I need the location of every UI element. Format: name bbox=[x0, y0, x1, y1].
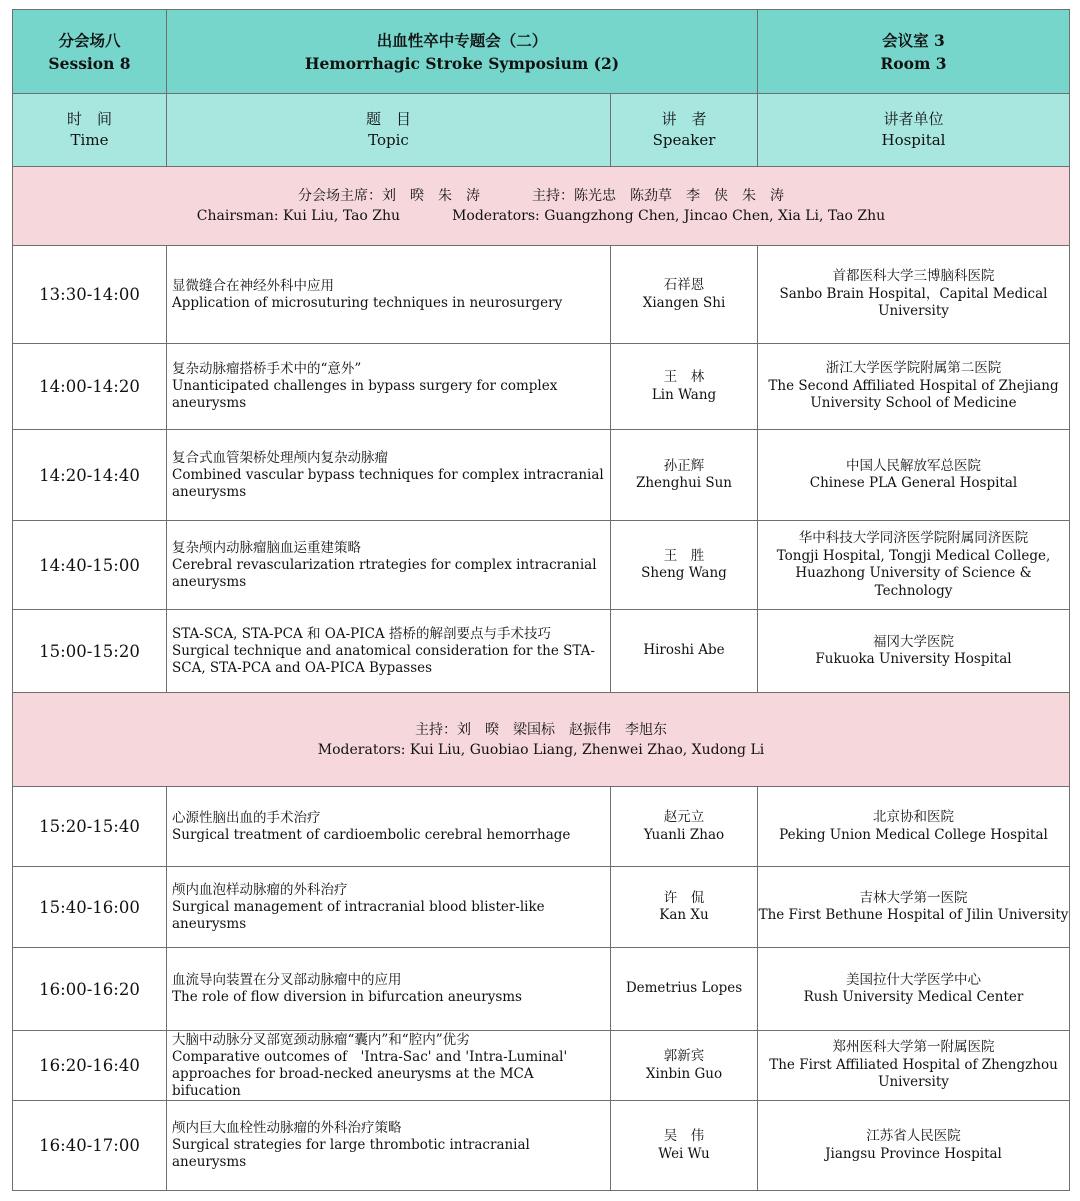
speaker-zh: 孙正辉 bbox=[663, 457, 705, 474]
hospital-zh: 美国拉什大学医学中心 bbox=[846, 971, 981, 988]
hospital-en: Rush University Medical Center bbox=[803, 989, 1024, 1005]
chair-line-zh bbox=[13, 720, 1069, 740]
schedule-row bbox=[13, 430, 1070, 521]
column-header-en: Hospital bbox=[881, 131, 946, 149]
topic-zh: 复合式血管架桥处理颅内复杂动脉瘤 bbox=[172, 449, 388, 466]
time-cell: 13:30-14:00 bbox=[13, 246, 167, 344]
speaker-en: Demetrius Lopes bbox=[625, 980, 743, 997]
column-header-zh: 时 间 bbox=[66, 110, 112, 128]
speaker-en: Yuanli Zhao bbox=[643, 826, 725, 843]
column-header-en: Time bbox=[70, 131, 109, 149]
chair-row bbox=[13, 167, 1070, 246]
session-label-zh: 分会场八 bbox=[58, 30, 121, 50]
speaker-zh: 王 胜 bbox=[663, 547, 705, 564]
schedule-row bbox=[13, 246, 1070, 344]
moderators-en: Moderators: Kui Liu, Guobiao Liang, Zhenwei Zhao, Xudong Li bbox=[317, 741, 765, 758]
time-cell: 15:40-16:00 bbox=[13, 867, 167, 948]
speaker-zh: 吴 伟 bbox=[663, 1128, 705, 1144]
moderators-zh: 主持：陈光忠 陈劲草 李 侠 朱 涛 bbox=[532, 188, 784, 204]
schedule-row bbox=[13, 787, 1070, 867]
speaker-en: Hiroshi Abe bbox=[643, 642, 725, 659]
speaker-zh: 王 林 bbox=[663, 369, 705, 385]
topic-zh: 心源性脑出血的手术治疗 bbox=[172, 809, 321, 826]
topic-en: Application of microsuturing techniques in neurosurgery bbox=[172, 294, 563, 311]
speaker-zh: 郭新宾 bbox=[663, 1048, 705, 1064]
chair-line-en bbox=[13, 740, 1069, 760]
time-cell: 14:40-15:00 bbox=[13, 521, 167, 610]
schedule-table bbox=[12, 9, 1070, 1191]
topic-cell bbox=[167, 430, 611, 521]
hospital-cell bbox=[758, 610, 1070, 693]
hospital-cell bbox=[758, 867, 1070, 948]
schedule-row bbox=[13, 1031, 1070, 1101]
topic-zh: 复杂动脉瘤搭桥手术中的“意外” bbox=[172, 361, 362, 377]
column-header-hospital bbox=[758, 94, 1070, 167]
hospital-zh: 福冈大学医院 bbox=[873, 633, 954, 650]
speaker-zh: 许 侃 bbox=[663, 889, 705, 906]
topic-en: Surgical treatment of cardioembolic cerebral hemorrhage bbox=[172, 826, 571, 843]
speaker-en: Xiangen Shi bbox=[642, 294, 726, 311]
speaker-cell bbox=[611, 521, 758, 610]
topic-cell bbox=[167, 1101, 611, 1191]
hospital-cell bbox=[758, 948, 1070, 1031]
speaker-cell bbox=[611, 430, 758, 521]
topic-zh: STA-SCA, STA-PCA 和 OA-PICA 搭桥的解剖要点与手术技巧 bbox=[172, 625, 551, 642]
topic-en: Surgical management of intracranial blood blister-like aneurysms bbox=[172, 898, 545, 932]
hospital-zh: 郑州医科大学第一附属医院 bbox=[832, 1039, 995, 1056]
hospital-cell bbox=[758, 344, 1070, 430]
hospital-zh: 江苏省人民医院 bbox=[866, 1128, 961, 1144]
hospital-en: Peking Union Medical College Hospital bbox=[779, 826, 1048, 843]
hospital-cell bbox=[758, 787, 1070, 867]
speaker-cell bbox=[611, 344, 758, 430]
symposium-title-en: Hemorrhagic Stroke Symposium (2) bbox=[304, 53, 620, 73]
speaker-cell bbox=[611, 610, 758, 693]
hospital-en: The First Affiliated Hospital of Zhengzhou University bbox=[769, 1056, 1058, 1091]
speaker-cell bbox=[611, 1031, 758, 1101]
chair-cell bbox=[13, 693, 1070, 787]
session-cell bbox=[13, 10, 167, 94]
topic-cell bbox=[167, 344, 611, 430]
topic-cell bbox=[167, 610, 611, 693]
speaker-cell bbox=[611, 1101, 758, 1191]
session-label-en: Session 8 bbox=[48, 53, 131, 73]
time-cell: 15:20-15:40 bbox=[13, 787, 167, 867]
topic-cell bbox=[167, 521, 611, 610]
schedule-row bbox=[13, 1101, 1070, 1191]
schedule-row bbox=[13, 344, 1070, 430]
symposium-title-cell bbox=[167, 10, 758, 94]
chair-line-en bbox=[13, 206, 1069, 226]
schedule-row bbox=[13, 521, 1070, 610]
column-header-en: Speaker bbox=[652, 131, 716, 149]
speaker-cell bbox=[611, 787, 758, 867]
topic-zh: 颅内血泡样动脉瘤的外科治疗 bbox=[172, 881, 348, 898]
hospital-zh: 首都医科大学三博脑科医院 bbox=[832, 268, 995, 285]
speaker-cell bbox=[611, 948, 758, 1031]
hospital-cell bbox=[758, 430, 1070, 521]
topic-cell bbox=[167, 787, 611, 867]
topic-cell bbox=[167, 1031, 611, 1101]
topic-zh: 大脑中动脉分叉部宽颈动脉瘤“囊内”和“腔内”优劣 bbox=[172, 1031, 470, 1048]
column-header-zh: 讲者单位 bbox=[883, 110, 944, 128]
hospital-zh: 华中科技大学同济医学院附属同济医院 bbox=[798, 530, 1029, 546]
time-cell: 14:20-14:40 bbox=[13, 430, 167, 521]
chair-row bbox=[13, 693, 1070, 787]
chairman-zh: 分会场主席：刘 暌 朱 涛 bbox=[298, 188, 480, 204]
time-cell: 15:00-15:20 bbox=[13, 610, 167, 693]
topic-cell bbox=[167, 246, 611, 344]
column-header-zh: 题 目 bbox=[365, 110, 411, 128]
topic-zh: 复杂颅内动脉瘤脑血运重建策略 bbox=[172, 539, 361, 556]
hospital-zh: 浙江大学医学院附属第二医院 bbox=[825, 360, 1002, 377]
chair-line-zh bbox=[13, 186, 1069, 206]
room-cell bbox=[758, 10, 1070, 94]
topic-en: Comparative outcomes of 'Intra-Sac' and 'Intra-Luminal' approaches for broad-necked aneurysms at the MCA bifucation bbox=[172, 1048, 568, 1099]
column-header-zh: 讲 者 bbox=[661, 110, 707, 128]
time-cell: 16:40-17:00 bbox=[13, 1101, 167, 1191]
hospital-zh: 中国人民解放军总医院 bbox=[846, 457, 981, 474]
hospital-en: The First Bethune Hospital of Jilin University bbox=[758, 907, 1069, 923]
hospital-en: The Second Affiliated Hospital of Zhejiang University School of Medicine bbox=[768, 377, 1059, 412]
moderators-en: Moderators: Guangzhong Chen, Jincao Chen, Xia Li, Tao Zhu bbox=[452, 208, 886, 224]
time-cell: 14:00-14:20 bbox=[13, 344, 167, 430]
speaker-en: Wei Wu bbox=[658, 1145, 710, 1162]
hospital-en: Fukuoka University Hospital bbox=[815, 651, 1012, 667]
topic-zh: 颅内巨大血栓性动脉瘤的外科治疗策略 bbox=[172, 1120, 402, 1136]
session-title-row bbox=[13, 10, 1070, 94]
hospital-cell bbox=[758, 1101, 1070, 1191]
hospital-cell bbox=[758, 521, 1070, 610]
schedule-row bbox=[13, 867, 1070, 948]
speaker-en: Lin Wang bbox=[651, 386, 717, 403]
column-header-topic bbox=[167, 94, 611, 167]
topic-en: Surgical strategies for large thrombotic intracranial aneurysms bbox=[172, 1137, 530, 1170]
speaker-zh: 石祥恩 bbox=[663, 277, 705, 293]
column-header-speaker bbox=[611, 94, 758, 167]
symposium-title-zh: 出血性卒中专题会（二） bbox=[376, 30, 548, 50]
topic-en: The role of flow diversion in bifurcation aneurysms bbox=[172, 989, 522, 1005]
topic-en: Cerebral revascularization rtrategies for complex intracranial aneurysms bbox=[172, 556, 597, 590]
hospital-zh: 北京协和医院 bbox=[873, 809, 954, 825]
topic-zh: 血流导向装置在分叉部动脉瘤中的应用 bbox=[172, 972, 402, 988]
speaker-zh: 赵元立 bbox=[663, 809, 705, 825]
topic-zh: 显微缝合在神经外科中应用 bbox=[172, 277, 334, 294]
schedule-row bbox=[13, 948, 1070, 1031]
column-header-time bbox=[13, 94, 167, 167]
speaker-en: Sheng Wang bbox=[641, 565, 727, 581]
hospital-cell bbox=[758, 246, 1070, 344]
hospital-en: Sanbo Brain Hospital，Capital Medical University bbox=[779, 285, 1048, 320]
topic-en: Combined vascular bypass techniques for complex intracranial aneurysms bbox=[172, 466, 604, 500]
hospital-zh: 吉林大学第一医院 bbox=[859, 889, 968, 906]
column-header-row bbox=[13, 94, 1070, 167]
hospital-en: Jiangsu Province Hospital bbox=[825, 1145, 1002, 1162]
room-label-zh: 会议室 3 bbox=[882, 30, 945, 50]
speaker-cell bbox=[611, 246, 758, 344]
chair-cell bbox=[13, 167, 1070, 246]
hospital-cell bbox=[758, 1031, 1070, 1101]
moderators-zh: 主持：刘 暌 梁国标 赵振伟 李旭东 bbox=[415, 721, 667, 738]
speaker-en: Kan Xu bbox=[659, 907, 709, 923]
room-label-en: Room 3 bbox=[880, 53, 947, 73]
session-schedule bbox=[12, 9, 1069, 1191]
time-cell: 16:00-16:20 bbox=[13, 948, 167, 1031]
topic-en: Unanticipated challenges in bypass surgery for complex aneurysms bbox=[172, 378, 558, 411]
time-cell: 16:20-16:40 bbox=[13, 1031, 167, 1101]
speaker-en: Zhenghui Sun bbox=[635, 475, 733, 491]
speaker-en: Xinbin Guo bbox=[645, 1065, 723, 1082]
chairman-en: Chairsman: Kui Liu, Tao Zhu bbox=[196, 208, 401, 224]
hospital-en: Tongji Hospital, Tongji Medical College, Huazhong University of Science & Technology bbox=[776, 547, 1051, 599]
column-header-en: Topic bbox=[368, 131, 409, 149]
schedule-row bbox=[13, 610, 1070, 693]
hospital-en: Chinese PLA General Hospital bbox=[809, 475, 1018, 491]
topic-cell bbox=[167, 948, 611, 1031]
speaker-cell bbox=[611, 867, 758, 948]
topic-cell bbox=[167, 867, 611, 948]
topic-en: Surgical technique and anatomical consideration for the STA-SCA, STA-PCA and OA-PICA Bypasses bbox=[172, 642, 595, 676]
